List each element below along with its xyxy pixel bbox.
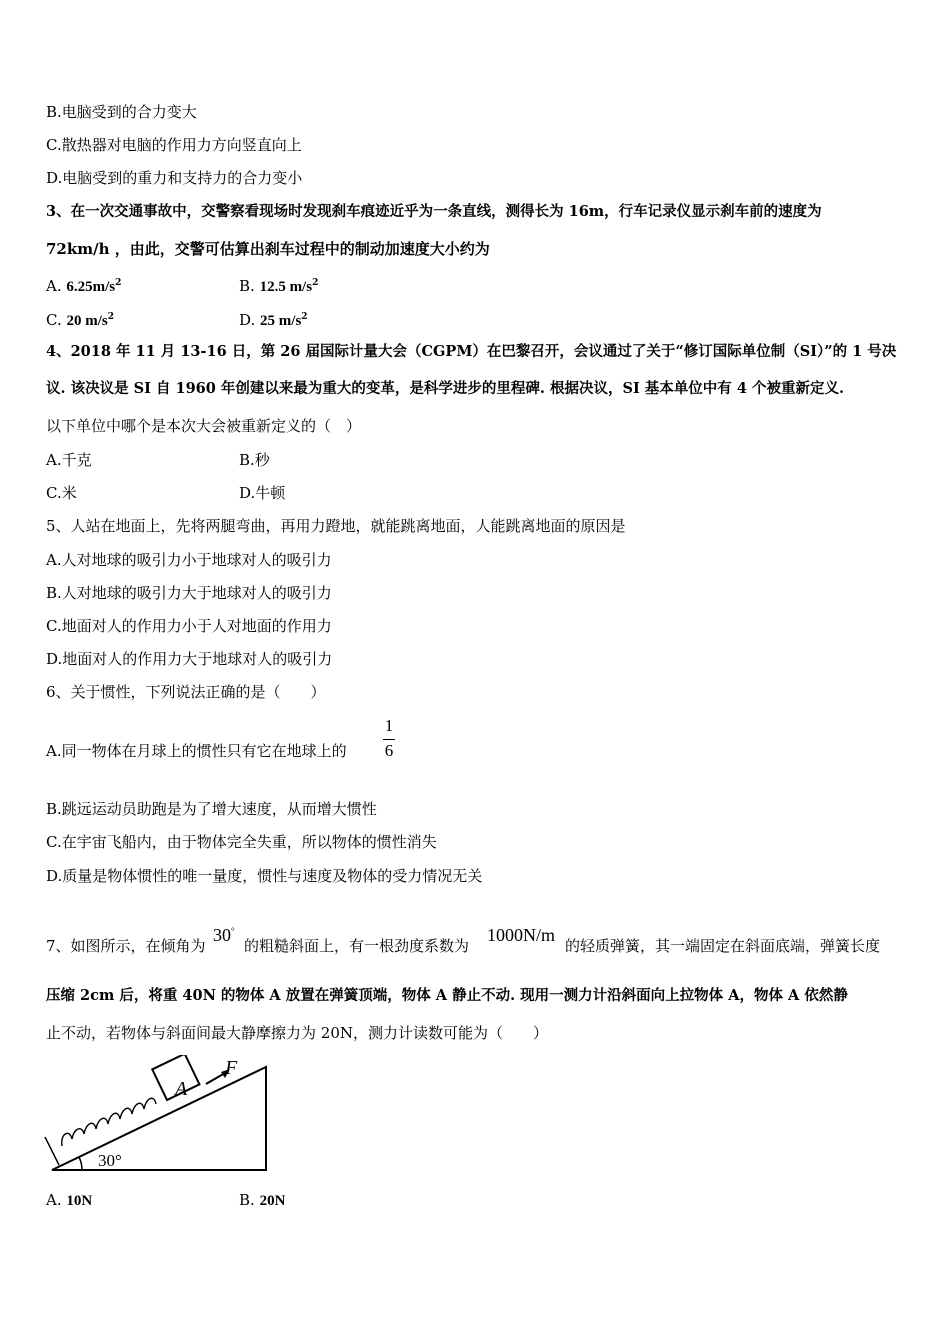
force-arrow <box>206 1073 225 1084</box>
fraction-bar <box>383 739 395 740</box>
q4-option-b: B.秒 <box>239 451 270 469</box>
angle-label: 30° <box>98 1151 122 1170</box>
q7-option-b: B. 20N <box>239 1191 286 1209</box>
q7-option-a: A. 10N <box>46 1191 93 1209</box>
q5-stem: 5、人站在地面上，先将两腿弯曲，再用力蹬地，就能跳离地面，人能跳离地面的原因是 <box>46 517 626 535</box>
angle-value: 30° <box>213 925 235 945</box>
q6-option-c: C.在宇宙飞船内，由于物体完全失重，所以物体的惯性消失 <box>46 833 437 851</box>
wall-tick <box>45 1137 59 1165</box>
block-label: A <box>175 1078 188 1100</box>
fraction-denominator: 6 <box>384 741 394 760</box>
q7-stem-line3: 止不动，若物体与斜面间最大静摩擦力为 20N，测力计读数可能为（ ） <box>46 1024 548 1042</box>
q6-option-a: A.同一物体在月球上的惯性只有它在地球上的 <box>46 742 347 760</box>
q5-option-b: B.人对地球的吸引力大于地球对人的吸引力 <box>46 584 332 602</box>
force-label: F <box>225 1057 238 1079</box>
q6-option-b: B.跳远运动员助跑是为了增大速度，从而增大惯性 <box>46 800 377 818</box>
fraction-numerator: 1 <box>384 716 394 735</box>
q4-stem-line1: 4、2018 年 11 月 13-16 日，第 26 届国际计量大会（CGPM）在巴黎召开，会议通过了关于“修订国际单位制（SI）”的 1 号决 <box>46 343 897 360</box>
q4-option-c: C.米 <box>46 484 77 502</box>
q5-option-a: A.人对地球的吸引力小于地球对人的吸引力 <box>46 551 332 569</box>
q3-option-a: A. $6.25m/s^2$ <box>46 277 122 295</box>
q3-option-d: D. 25 $m/s^2$ <box>239 311 308 329</box>
q2-option-d: D.电脑受到的重力和支持力的合力变小 <box>46 169 303 187</box>
angle-arc <box>79 1157 82 1170</box>
q3-stem-line1: 3、在一次交通事故中，交警察看现场时发现刹车痕迹近乎为一条直线，测得长为 16m，行车记录仪显示刹车前的速度为 <box>46 203 822 220</box>
q6-option-d: D.质量是物体惯性的唯一量度，惯性与速度及物体的受力情况无关 <box>46 867 483 885</box>
spring-constant: 1000N/m <box>487 925 556 945</box>
q4-stem-line2: 议. 该决议是 SI 自 1960 年创建以来最为重大的变革，是科学进步的里程碑. 根据决议，SI 基本单位中有 4 个被重新定义. <box>46 380 845 397</box>
q4-option-d: D.牛顿 <box>239 484 286 502</box>
q3-stem-line2: 72km/h ，由此，交警可估算出刹车过程中的制动加速度大小约为 <box>46 240 490 258</box>
q5-option-c: C.地面对人的作用力小于人对地面的作用力 <box>46 617 332 635</box>
spring <box>62 1098 156 1146</box>
q2-option-b: B.电脑受到的合力变大 <box>46 103 197 121</box>
q7-stem-line1-part2: 的粗糙斜面上，有一根劲度系数为 <box>244 937 470 955</box>
q7-stem-line2: 压缩 2cm 后，将重 40N 的物体 A 放置在弹簧顶端，物体 A 静止不动. 现用一测力计沿斜面向上拉物体 A，物体 A 依然静 <box>46 987 848 1004</box>
q7-stem-line1-part3: 的轻质弹簧，其一端固定在斜面底端，弹簧长度 <box>565 937 881 955</box>
q5-option-d: D.地面对人的作用力大于地球对人的吸引力 <box>46 650 333 668</box>
q4-stem-line3: 以下单位中哪个是本次大会被重新定义的（ ） <box>46 417 362 435</box>
q2-option-c: C.散热器对电脑的作用力方向竖直向上 <box>46 136 302 154</box>
q3-option-c: C. 20 $m/s^2$ <box>46 311 114 329</box>
q3-option-b: B. 12.5 $m/s^2$ <box>239 277 319 295</box>
q6-stem: 6、关于惯性，下列说法正确的是（ ） <box>46 683 326 701</box>
incline-spring-diagram <box>40 1055 280 1175</box>
q7-stem-line1-part1: 7、如图所示，在倾角为 <box>46 937 206 955</box>
q4-option-a: A.千克 <box>46 451 92 469</box>
